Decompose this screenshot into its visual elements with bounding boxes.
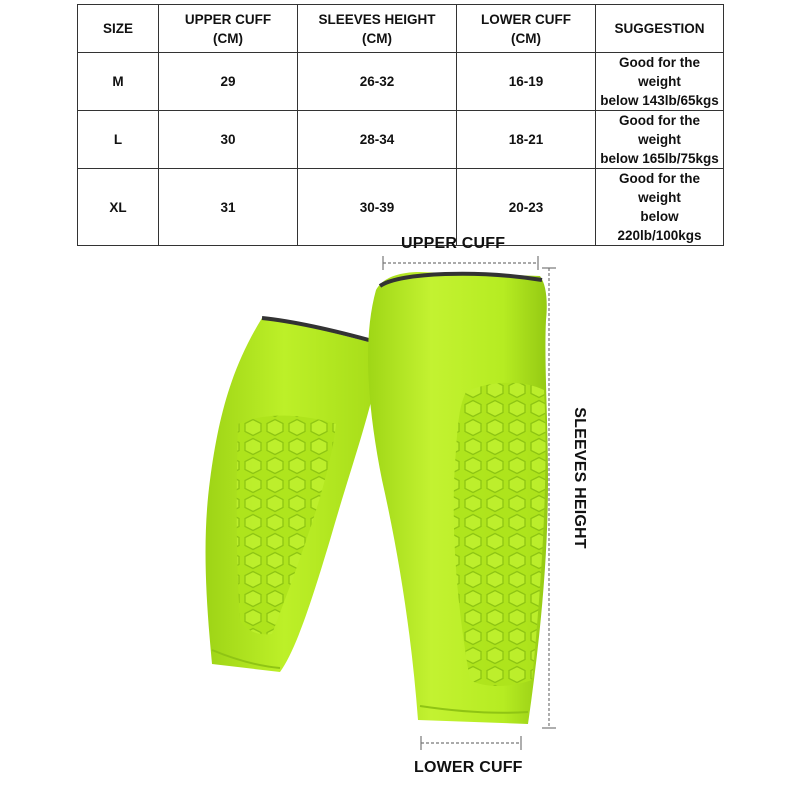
header-lower-cuff-line2: (CM): [511, 30, 541, 46]
cell-sleeves-height: 26-32: [298, 53, 457, 111]
front-sleeve-pad: [454, 383, 546, 686]
lower-cuff-dimension: [421, 736, 521, 750]
cell-size: XL: [78, 169, 159, 246]
sleeves-height-label: SLEEVES HEIGHT: [571, 407, 588, 549]
suggestion-line1: Good for the weight: [619, 171, 700, 205]
front-sleeve: [368, 272, 548, 724]
cell-lower-cuff: 16-19: [457, 53, 596, 111]
cell-size: M: [78, 53, 159, 111]
suggestion-line2: below 220lb/100kgs: [617, 209, 702, 243]
cell-upper-cuff: 29: [159, 53, 298, 111]
cell-lower-cuff: 20-23: [457, 169, 596, 246]
cell-size: L: [78, 111, 159, 169]
header-lower-cuff-line1: LOWER CUFF: [481, 11, 571, 27]
cell-sleeves-height: 28-34: [298, 111, 457, 169]
back-sleeve: [206, 318, 380, 672]
header-size-text: SIZE: [102, 21, 133, 36]
header-upper-cuff-line1: UPPER CUFF: [184, 11, 272, 27]
header-upper-cuff-line2: (CM): [213, 30, 243, 46]
upper-cuff-dimension: [383, 256, 538, 270]
suggestion-line2: below 143lb/65kgs: [600, 93, 719, 108]
header-sleeves-height-line2: (CM): [362, 30, 392, 46]
lower-cuff-label: LOWER CUFF: [414, 759, 523, 776]
cell-upper-cuff: 31: [159, 169, 298, 246]
suggestion-line2: below 165lb/75kgs: [600, 151, 719, 166]
header-sleeves-height-line1: SLEEVES HEIGHT: [318, 11, 436, 27]
upper-cuff-label: UPPER CUFF: [401, 235, 506, 252]
cell-upper-cuff: 30: [159, 111, 298, 169]
suggestion-line1: Good for the weight: [619, 113, 700, 147]
header-suggestion-text: SUGGESTION: [614, 21, 705, 36]
cell-sleeves-height: 30-39: [298, 169, 457, 246]
cell-lower-cuff: 18-21: [457, 111, 596, 169]
suggestion-line1: Good for the weight: [619, 55, 700, 89]
